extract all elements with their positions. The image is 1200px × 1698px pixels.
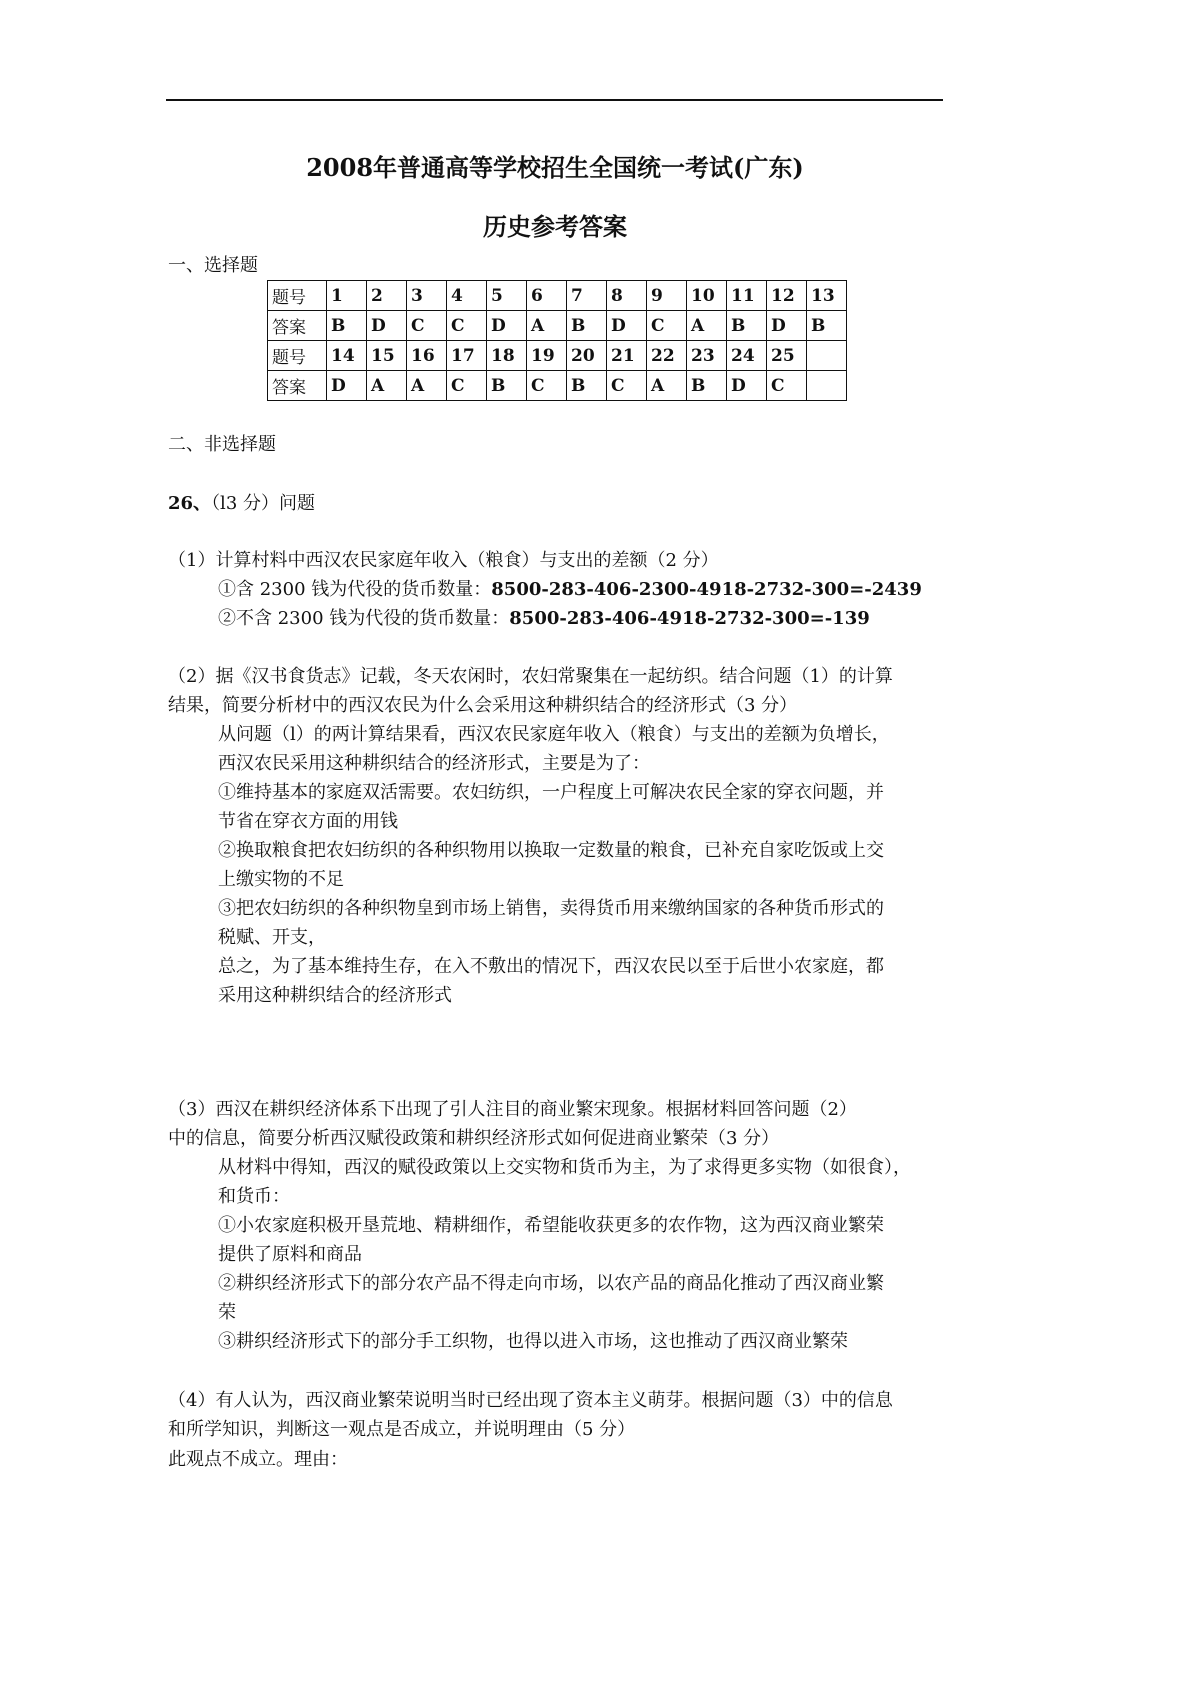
table-cell: 16 xyxy=(407,341,447,371)
answer-line: ③耕织经济形式下的部分手工织物，也得以进入市场，这也推动了西汉商业繁荣 xyxy=(218,1331,848,1352)
answer-line xyxy=(218,604,870,633)
question-text: （4）有人认为，西汉商业繁荣说明当时已经出现了资本主义萌芽。根据问题（3）中的信息 xyxy=(168,1390,893,1411)
answer-line: 荣 xyxy=(218,1302,236,1323)
answer-table xyxy=(267,280,847,401)
table-cell: A xyxy=(407,371,447,401)
answer-line: 从材料中得知，西汉的赋役政策以上交实物和货币为主，为了求得更多实物（如很食）， xyxy=(218,1157,911,1178)
answer-label: ①含 2300 钱为代役的货币数量： xyxy=(218,579,492,600)
answer-formula: 8500-283-406-2300-4918-2732-300=-2439 xyxy=(491,579,922,600)
table-cell: B xyxy=(807,311,847,341)
table-cell: B xyxy=(567,311,607,341)
table-cell: 10 xyxy=(687,281,727,311)
question-text: 和所学知识，判断这一观点是否成立，并说明理由（5 分） xyxy=(168,1419,636,1440)
table-row xyxy=(268,281,847,311)
question-score: （l3 分）问题 xyxy=(211,493,315,514)
answer-line: ②换取粮食把农妇纺织的各种织物用以换取一定数量的粮食，已补充自家吃饭或上交 xyxy=(218,840,884,861)
table-cell: C xyxy=(767,371,807,401)
table-cell: 25 xyxy=(767,341,807,371)
table-row xyxy=(268,311,847,341)
section-heading: 二、非选择题 xyxy=(168,434,276,455)
table-cell: 13 xyxy=(807,281,847,311)
table-cell: 15 xyxy=(367,341,407,371)
table-row xyxy=(268,371,847,401)
answer-line: ②耕织经济形式下的部分农产品不得走向市场，以农产品的商品化推动了西汉商业繁 xyxy=(218,1273,884,1294)
question-text: （2）据《汉书食货志》记载，冬天农闲时，农妇常聚集在一起纺织。结合问题（1）的计算 xyxy=(168,666,893,687)
table-cell: B xyxy=(487,371,527,401)
table-cell: 3 xyxy=(407,281,447,311)
table-cell: D xyxy=(327,371,367,401)
table-cell: D xyxy=(727,371,767,401)
table-cell: A xyxy=(527,311,567,341)
table-cell: D xyxy=(607,311,647,341)
header-rule xyxy=(166,99,943,101)
table-cell: 11 xyxy=(727,281,767,311)
table-cell: 22 xyxy=(647,341,687,371)
table-cell: C xyxy=(447,371,487,401)
table-cell: 19 xyxy=(527,341,567,371)
section-heading: 一、选择题 xyxy=(168,255,258,276)
document-subtitle: 历史参考答案 xyxy=(483,212,627,241)
table-cell: D xyxy=(487,311,527,341)
table-cell: C xyxy=(447,311,487,341)
table-cell: B xyxy=(727,311,767,341)
answer-line: 采用这种耕织结合的经济形式 xyxy=(218,985,452,1006)
answer-line: 节省在穿衣方面的用钱 xyxy=(218,811,398,832)
table-cell: A xyxy=(687,311,727,341)
table-cell: C xyxy=(407,311,447,341)
answer-line: 上缴实物的不足 xyxy=(218,869,344,890)
table-cell: 1 xyxy=(327,281,367,311)
document-title: 2008年普通高等学校招生全国统一考试(广东) xyxy=(306,153,804,182)
question-text: 结果，简要分析材中的西汉农民为什么会采用这种耕织结合的经济形式（3 分） xyxy=(168,695,798,716)
table-cell: A xyxy=(367,371,407,401)
table-cell: 5 xyxy=(487,281,527,311)
answer-line: 从问题（l）的两计算结果看，西汉农民家庭年收入（粮食）与支出的差额为负增长， xyxy=(218,724,890,745)
table-cell: D xyxy=(367,311,407,341)
table-cell: 8 xyxy=(607,281,647,311)
row-label: 题号 xyxy=(268,341,327,371)
table-cell: C xyxy=(647,311,687,341)
answer-line: 此观点不成立。理由： xyxy=(168,1449,348,1470)
table-cell: 2 xyxy=(367,281,407,311)
question-26-heading xyxy=(168,489,315,518)
table-cell: 12 xyxy=(767,281,807,311)
table-cell: 24 xyxy=(727,341,767,371)
table-cell: 6 xyxy=(527,281,567,311)
question-text: （3）西汉在耕织经济体系下出现了引人注目的商业繁宋现象。根据材料回答问题（2） xyxy=(168,1099,857,1120)
answer-line xyxy=(218,575,922,604)
answer-label: ②不含 2300 钱为代役的货币数量： xyxy=(218,608,510,629)
table-row xyxy=(268,341,847,371)
row-label: 答案 xyxy=(268,311,327,341)
table-cell: 21 xyxy=(607,341,647,371)
table-cell: 9 xyxy=(647,281,687,311)
table-cell: 14 xyxy=(327,341,367,371)
answer-formula: 8500-283-406-4918-2732-300=-139 xyxy=(509,608,870,629)
answer-line: 提供了原料和商品 xyxy=(218,1244,362,1265)
question-number: 26、 xyxy=(168,493,212,514)
table-cell: A xyxy=(647,371,687,401)
answer-line: ①小农家庭积极开垦荒地、精耕细作，希望能收获更多的农作物，这为西汉商业繁荣 xyxy=(218,1215,884,1236)
table-cell: B xyxy=(327,311,367,341)
table-cell: 20 xyxy=(567,341,607,371)
table-cell: 17 xyxy=(447,341,487,371)
table-cell: B xyxy=(567,371,607,401)
table-cell: 23 xyxy=(687,341,727,371)
answer-line: 西汉农民采用这种耕织结合的经济形式，主要是为了： xyxy=(218,753,650,774)
answer-line: 和货币： xyxy=(218,1186,290,1207)
row-label: 题号 xyxy=(268,281,327,311)
table-cell: B xyxy=(687,371,727,401)
table-cell xyxy=(807,341,847,371)
row-label: 答案 xyxy=(268,371,327,401)
question-1: （1）计算村料中西汉农民家庭年收入（粮食）与支出的差额（2 分） xyxy=(168,550,719,571)
table-cell: 7 xyxy=(567,281,607,311)
answer-line: ③把农妇纺织的各种织物皇到市场上销售，卖得货币用来缴纳国家的各种货币形式的 xyxy=(218,898,884,919)
table-cell: C xyxy=(607,371,647,401)
table-cell: 4 xyxy=(447,281,487,311)
table-cell: 18 xyxy=(487,341,527,371)
answer-line: ①维持基本的家庭双活需要。农妇纺织，一户程度上可解决农民全家的穿衣问题，并 xyxy=(218,782,884,803)
question-text: 中的信息，简要分析西汉赋役政策和耕织经济形式如何促进商业繁荣（3 分） xyxy=(168,1128,780,1149)
table-cell: C xyxy=(527,371,567,401)
answer-line: 总之，为了基本维持生存，在入不敷出的情况下，西汉农民以至于后世小农家庭，都 xyxy=(218,956,884,977)
table-cell: D xyxy=(767,311,807,341)
answer-line: 税赋、开支， xyxy=(218,927,326,948)
table-cell xyxy=(807,371,847,401)
